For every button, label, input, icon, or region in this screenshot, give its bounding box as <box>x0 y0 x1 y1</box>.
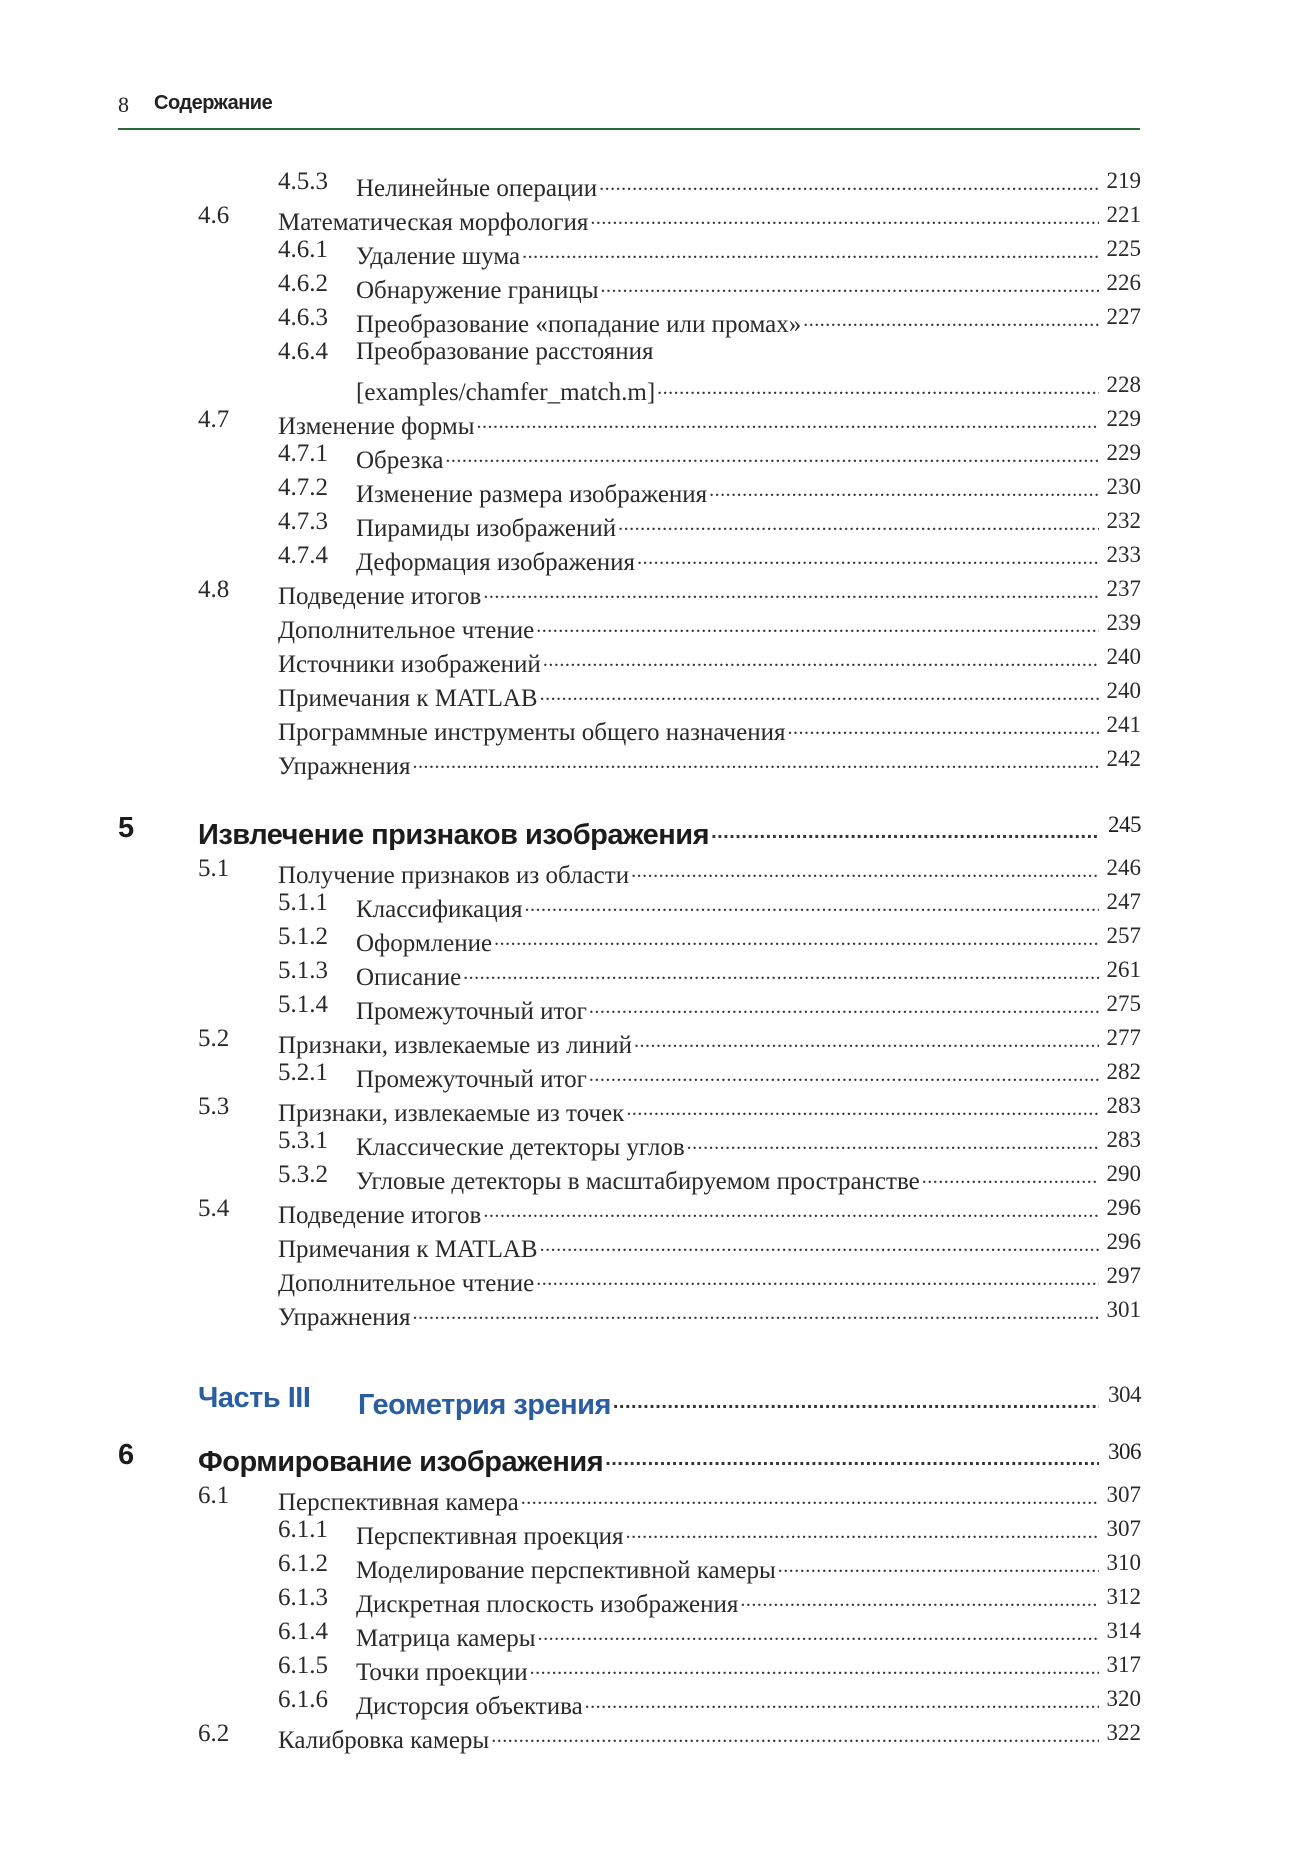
toc-entry-number: 5.2 <box>198 1025 230 1052</box>
toc-dot-leader <box>803 304 1099 332</box>
toc-dot-leader <box>626 1093 1099 1121</box>
toc-dot-leader <box>536 1263 1099 1291</box>
toc-entry-title: Промежуточный итог <box>356 1065 587 1093</box>
toc-entry-number: 6.1 <box>198 1482 230 1509</box>
toc-entry-title: Геометрия зрения <box>358 1388 611 1421</box>
toc-dot-leader <box>525 889 1099 917</box>
toc-entry <box>0 644 1299 676</box>
toc-entry <box>0 1686 1299 1718</box>
toc-entry-title: Изменение формы <box>278 412 475 440</box>
toc-entry <box>0 1516 1299 1548</box>
toc-entry-page-number: 296 <box>1106 1229 1141 1254</box>
toc-entry <box>0 1127 1299 1159</box>
toc-entry <box>0 1584 1299 1616</box>
toc-entry-page-number: 322 <box>1106 1720 1141 1745</box>
toc-dot-leader <box>589 991 1099 1019</box>
toc-dot-leader <box>540 678 1099 706</box>
toc-entry-title: Промежуточный итог <box>356 997 587 1025</box>
toc-entry-title: Изменение размера изображения <box>356 480 708 508</box>
toc-dot-leader <box>463 957 1099 985</box>
toc-entry-page-number: 314 <box>1106 1618 1141 1643</box>
toc-entry-page-number: 282 <box>1106 1059 1141 1084</box>
toc-dot-leader <box>599 168 1099 196</box>
toc-entry-title: Подведение итогов <box>278 582 482 610</box>
toc-entry-title: Признаки, извлекаемые из точек <box>278 1099 625 1127</box>
toc-entry-number: 4.6.2 <box>278 270 328 297</box>
toc-entry <box>0 168 1299 200</box>
toc-entry <box>0 508 1299 540</box>
toc-entry <box>0 1652 1299 1684</box>
toc-entry-title: Обнаружение границы <box>356 276 599 304</box>
toc-entry-title: Деформация изображения <box>356 548 636 576</box>
toc-entry-title: Примечания к MATLAB <box>278 684 538 712</box>
toc-entry-page-number: 310 <box>1106 1550 1141 1575</box>
toc-dot-leader <box>787 712 1099 740</box>
toc-entry-number: 6 <box>118 1439 134 1471</box>
toc-entry <box>0 1720 1299 1752</box>
toc-entry <box>0 1263 1299 1295</box>
toc-entry-title: Пирамиды изображений <box>356 514 617 542</box>
toc-entry-title: Преобразование «попадание или промах» <box>356 310 802 338</box>
toc-entry <box>0 1297 1299 1329</box>
toc-dot-leader <box>530 1652 1099 1680</box>
toc-entry-title: Преобразование расстояния <box>356 338 654 365</box>
toc-entry-title: Описание <box>356 963 462 991</box>
toc-entry-page-number: 232 <box>1106 508 1141 533</box>
toc-entry-page-number: 240 <box>1106 644 1141 669</box>
toc-entry-page-number: 277 <box>1106 1025 1141 1050</box>
toc-entry-title: Извлечение признаков изображения <box>198 818 710 851</box>
toc-dot-leader <box>483 1195 1099 1223</box>
toc-entry-page-number: 240 <box>1106 678 1141 703</box>
toc-dot-leader <box>657 372 1099 400</box>
toc-entry-page-number: 229 <box>1106 440 1141 465</box>
toc-entry-title: Получение признаков из области <box>278 861 630 889</box>
toc-entry-page-number: 246 <box>1106 855 1141 880</box>
toc-entry-page-number: 230 <box>1106 474 1141 499</box>
toc-entry-title: [examples/chamfer_match.m] <box>356 378 656 406</box>
toc-entry-page-number: 226 <box>1106 270 1141 295</box>
toc-dot-leader <box>634 1025 1099 1053</box>
toc-entry <box>0 372 1299 404</box>
toc-entry-number: 5.1.3 <box>278 957 328 984</box>
toc-entry-number: 4.6.3 <box>278 304 328 331</box>
toc-entry-title: Матрица камеры <box>356 1624 536 1652</box>
toc-entry <box>0 1025 1299 1057</box>
toc-entry-title: Оформление <box>356 929 493 957</box>
toc-entry-title: Источники изображений <box>278 650 541 678</box>
toc-part-entry <box>0 1382 1299 1421</box>
toc-entry-title: Дисторсия объектива <box>356 1692 583 1720</box>
toc-entry-page-number: 228 <box>1106 372 1141 397</box>
toc-entry-title: Калибровка камеры <box>278 1726 490 1754</box>
toc-entry-number: 5.1.1 <box>278 889 328 916</box>
toc-entry-title: Перспективная камера <box>278 1488 519 1516</box>
toc-dot-leader <box>626 1516 1099 1544</box>
toc-entry-page-number: 227 <box>1106 304 1141 329</box>
toc-entry-title: Классификация <box>356 895 523 923</box>
toc-dot-leader <box>483 576 1099 604</box>
toc-dot-leader <box>711 812 1099 844</box>
toc-entry <box>0 202 1299 234</box>
toc-entry <box>0 889 1299 921</box>
toc-entry-title: Классические детекторы углов <box>356 1133 685 1161</box>
toc-entry <box>0 474 1299 506</box>
toc-dot-leader <box>522 236 1099 264</box>
toc-entry-page-number: 307 <box>1106 1482 1141 1507</box>
toc-entry-title: Нелинейные операции <box>356 174 598 202</box>
toc-entry-page-number: 296 <box>1106 1195 1141 1220</box>
toc-entry-number: 5.1 <box>198 855 230 882</box>
toc-entry-page-number: 261 <box>1106 957 1141 982</box>
toc-entry-page-number: 241 <box>1106 712 1141 737</box>
toc-dot-leader <box>687 1127 1099 1155</box>
toc-dot-leader <box>585 1686 1099 1714</box>
toc-dot-leader <box>491 1720 1099 1748</box>
toc-entry <box>0 542 1299 574</box>
toc-entry <box>0 406 1299 438</box>
toc-entry-page-number: 229 <box>1106 406 1141 431</box>
toc-entry-number: 4.7.1 <box>278 440 328 467</box>
toc-entry-number: 6.1.3 <box>278 1584 328 1611</box>
toc-entry-page-number: 297 <box>1106 1263 1141 1288</box>
toc-entry-page-number: 306 <box>1108 1439 1141 1464</box>
toc-entry <box>0 923 1299 955</box>
toc-dot-leader <box>521 1482 1099 1510</box>
toc-dot-leader <box>637 542 1099 570</box>
toc-entry-page-number: 312 <box>1106 1584 1141 1609</box>
page-number: 8 <box>118 92 129 117</box>
header-title: Содержание <box>154 92 273 114</box>
toc-entry-title: Дополнительное чтение <box>278 1269 535 1297</box>
toc-entry-number: 6.1.2 <box>278 1550 328 1577</box>
toc-entry <box>0 270 1299 302</box>
toc-entry <box>0 712 1299 744</box>
toc-entry-number: 6.2 <box>198 1720 230 1747</box>
toc-entry-number: 4.7.3 <box>278 508 328 535</box>
toc-entry-page-number: 245 <box>1108 812 1141 837</box>
toc-entry-page-number: 290 <box>1106 1161 1141 1186</box>
toc-entry-number: 5.3.1 <box>278 1127 328 1154</box>
toc-entry-title: Обрезка <box>356 446 444 474</box>
toc-entry-title: Формирование изображения <box>198 1445 604 1478</box>
toc-entry-title: Угловые детекторы в масштабируемом пространстве <box>356 1167 920 1195</box>
toc-dot-leader <box>412 1297 1099 1325</box>
toc-entry-title: Моделирование перспективной камеры <box>356 1556 776 1584</box>
toc-dot-leader <box>605 1439 1099 1471</box>
toc-entry-number: 5.1.2 <box>278 923 328 950</box>
toc-entry <box>0 746 1299 778</box>
toc-entry <box>0 1618 1299 1650</box>
toc-entry <box>0 1550 1299 1582</box>
toc-entry <box>0 991 1299 1023</box>
toc-dot-leader <box>631 855 1099 883</box>
toc-entry-page-number: 275 <box>1106 991 1141 1016</box>
toc-entry-title: Программные инструменты общего назначения <box>278 718 786 746</box>
toc-entry <box>0 1093 1299 1125</box>
toc-entry-number: 6.1.4 <box>278 1618 328 1645</box>
toc-entry <box>0 610 1299 642</box>
toc-entry-number: 4.6 <box>198 202 230 229</box>
toc-entry <box>0 855 1299 887</box>
toc-entry-number: 4.7 <box>198 406 230 433</box>
toc-entry-page-number: 283 <box>1106 1093 1141 1118</box>
toc-entry-title: Перспективная проекция <box>356 1522 624 1550</box>
toc-dot-leader <box>740 1584 1099 1612</box>
toc-dot-leader <box>540 1229 1099 1257</box>
toc-dot-leader <box>477 406 1099 434</box>
toc-entry-page-number: 247 <box>1106 889 1141 914</box>
toc-entry-number: 5.2.1 <box>278 1059 328 1086</box>
toc-entry <box>0 236 1299 268</box>
toc-entry-page-number: 304 <box>1108 1382 1141 1407</box>
toc-entry <box>0 957 1299 989</box>
toc-entry-title: Точки проекции <box>356 1658 528 1686</box>
toc-entry-number: 6.1.5 <box>278 1652 328 1679</box>
toc-entry-number: Часть III <box>198 1382 311 1414</box>
toc-dot-leader <box>709 474 1099 502</box>
toc-entry-title: Примечания к MATLAB <box>278 1235 538 1263</box>
toc-dot-leader <box>589 1059 1099 1087</box>
toc-entry-number: 5.1.4 <box>278 991 328 1018</box>
toc-dot-leader <box>613 1382 1099 1414</box>
toc-entry-page-number: 233 <box>1106 542 1141 567</box>
toc-entry <box>0 576 1299 608</box>
toc-entry-number: 4.5.3 <box>278 168 328 195</box>
toc-entry-page-number: 283 <box>1106 1127 1141 1152</box>
toc-entry-page-number: 307 <box>1106 1516 1141 1541</box>
toc-entry-title: Математическая морфология <box>278 208 589 236</box>
toc-entry <box>0 1482 1299 1514</box>
toc-dot-leader <box>922 1161 1099 1189</box>
toc-dot-leader <box>618 508 1099 536</box>
toc-entry <box>0 304 1299 336</box>
toc-dot-leader <box>412 746 1099 774</box>
toc-entry-number: 6.1.1 <box>278 1516 328 1543</box>
toc-entry <box>0 1059 1299 1091</box>
toc-entry-title: Признаки, извлекаемые из линий <box>278 1031 633 1059</box>
toc-entry-number: 5 <box>118 812 134 844</box>
toc-entry-title: Подведение итогов <box>278 1201 482 1229</box>
toc-entry <box>0 1195 1299 1227</box>
toc-dot-leader <box>538 1618 1099 1646</box>
toc-entry <box>0 440 1299 472</box>
toc-entry-number: 5.3.2 <box>278 1161 328 1188</box>
toc-entry-title: Упражнения <box>278 1303 411 1331</box>
toc-dot-leader <box>536 610 1099 638</box>
toc-dot-leader <box>601 270 1099 298</box>
toc-entry-title: Дополнительное чтение <box>278 616 535 644</box>
toc-entry-number: 4.7.2 <box>278 474 328 501</box>
toc-entry-number: 4.6.1 <box>278 236 328 263</box>
toc-entry-page-number: 219 <box>1106 168 1141 193</box>
toc-dot-leader <box>543 644 1099 672</box>
toc-entry <box>0 1229 1299 1261</box>
toc-dot-leader <box>778 1550 1099 1578</box>
toc-chapter-entry <box>0 812 1299 851</box>
toc-entry-number: 4.8 <box>198 576 230 603</box>
toc-entry-number: 5.4 <box>198 1195 230 1222</box>
toc-entry-title: Удаление шума <box>356 242 521 270</box>
toc-entry-page-number: 239 <box>1106 610 1141 635</box>
toc-dot-leader <box>494 923 1099 951</box>
toc-entry-number: 4.6.4 <box>278 338 328 365</box>
toc-entry-title: Упражнения <box>278 752 411 780</box>
toc-entry-number: 4.7.4 <box>278 542 328 569</box>
toc-entry-page-number: 237 <box>1106 576 1141 601</box>
toc-entry-title: Дискретная плоскость изображения <box>356 1590 739 1618</box>
toc-entry-page-number: 317 <box>1106 1652 1141 1677</box>
toc-entry-page-number: 242 <box>1106 746 1141 771</box>
toc-entry-page-number: 257 <box>1106 923 1141 948</box>
toc-dot-leader <box>590 202 1099 230</box>
toc-entry <box>0 1161 1299 1193</box>
toc-entry-page-number: 221 <box>1106 202 1141 227</box>
toc-entry-page-number: 320 <box>1106 1686 1141 1711</box>
toc-entry <box>0 678 1299 710</box>
toc-entry-page-number: 301 <box>1106 1297 1141 1322</box>
toc-entry <box>0 338 1299 370</box>
toc-entry-number: 6.1.6 <box>278 1686 328 1713</box>
toc-chapter-entry <box>0 1439 1299 1478</box>
toc-dot-leader <box>445 440 1099 468</box>
toc-entry-number: 5.3 <box>198 1093 230 1120</box>
toc-entry-page-number: 225 <box>1106 236 1141 261</box>
